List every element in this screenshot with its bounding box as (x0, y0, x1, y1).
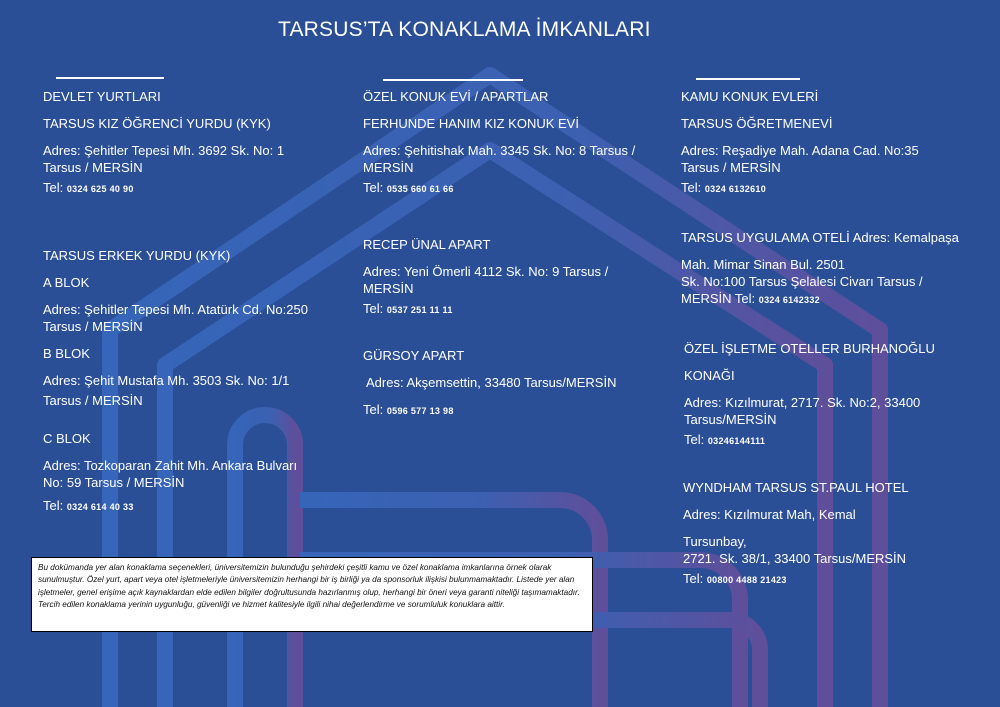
block-label: C BLOK (43, 431, 91, 446)
phone-label: Tel: (681, 180, 702, 195)
place-name: ÖZEL İŞLETME OTELLER BURHANOĞLU (684, 341, 935, 356)
place-name: GÜRSOY APART (363, 348, 465, 363)
address-line: Adres: Şehit Mustafa Mh. 3503 Sk. No: 1/1 (43, 373, 290, 388)
address-line: Adres: Kızılmurat Mah, Kemal (683, 507, 856, 522)
place-name: WYNDHAM TARSUS ST.PAUL HOTEL (683, 480, 909, 495)
address-line: 2721. Sk. 38/1, 33400 Tarsus/MERSİN (683, 551, 907, 566)
phone-line (363, 300, 453, 319)
phone-label: Tel: (684, 432, 705, 447)
place-name: FERHUNDE HANIM KIZ KONUK EVİ (363, 116, 579, 131)
column-devlet-yurtlari (43, 77, 343, 85)
address-line: Adres: Akşemsettin, 33480 Tarsus/MERSİN (366, 375, 617, 390)
address-text: Mah. Mimar Sinan Bul. 2501 (681, 257, 846, 272)
block-label: B BLOK (43, 346, 90, 361)
phone-number: 0324 614 40 33 (66, 502, 134, 512)
phone-number: 0535 660 61 66 (386, 184, 454, 194)
address-line: Tarsus / MERSİN (43, 160, 143, 175)
phone-label: Tel: (363, 180, 384, 195)
block-label: A BLOK (43, 275, 90, 290)
address-line: Adres: Şehitler Tepesi Mh. Atatürk Cd. No:250 (43, 302, 308, 317)
phone-label: Tel: (43, 180, 64, 195)
disclaimer-box: Bu dokümanda yer alan konaklama seçenekleri, üniversitemizin bulunduğu şehirdeki çeşitli kamu ve özel konaklama imkanlarına örnek olarak sunulmuştur. Özel yurt, apart veya otel işletmeleriyle üniversitemizin herhangi bir iş birliği ya da sponsorluk ilişkisi bulunmamaktadır. Listede yer alan işletmeler, genel erişime açık kaynaklardan elde edilen bilgiler doğrultusunda hazırlanmış olup, herhangi bir öneri veya garanti niteliği taşımamaktadır. Tercih edilen konaklama yerinin uygunluğu, güvenliği ve hizmet kalitesiyle ilgili nihai değerlendirme ve sorumluluk konuklara aittir. (31, 557, 593, 632)
phone-number: 0324 6142332 (758, 295, 820, 305)
section-heading: KAMU KONUK EVLERİ (681, 89, 819, 104)
phone-label: Tel: (363, 301, 384, 316)
phone-line (681, 290, 820, 309)
place-name: TARSUS KIZ ÖĞRENCİ YURDU (KYK) (43, 116, 271, 131)
heading-underline (696, 78, 800, 80)
address-line: Tarsus / MERSİN (43, 319, 143, 334)
address-line: MERSİN (363, 160, 414, 175)
phone-line (683, 570, 787, 589)
address-line: Adres: Reşadiye Mah. Adana Cad. No:35 (681, 143, 919, 158)
address-line: Tursunbay, (683, 534, 747, 549)
address-line: Adres: Tozkoparan Zahit Mh. Ankara Bulvarı (43, 458, 298, 473)
address-line: Sk. No:100 Tarsus Şelalesi Civarı Tarsus / (681, 274, 923, 289)
phone-number: 0537 251 11 11 (386, 305, 453, 315)
column-ozel-konuk-evi (363, 79, 663, 87)
phone-line (43, 179, 134, 198)
column-kamu-konuk-evleri (681, 78, 981, 86)
phone-number: 0324 6132610 (704, 184, 767, 194)
place-name: TARSUS ERKEK YURDU (KYK) (43, 248, 231, 263)
heading-underline (383, 79, 523, 81)
heading-underline (56, 77, 164, 79)
address-line: No: 59 Tarsus / MERSİN (43, 475, 185, 490)
address-line: MERSİN (363, 281, 414, 296)
address-line (681, 256, 845, 273)
phone-number: 0324 625 40 90 (66, 184, 134, 194)
phone-line (684, 431, 765, 450)
place-name: KONAĞI (684, 368, 735, 383)
address-line: Adres: Şehitler Tepesi Mh. 3692 Sk. No: 1 (43, 143, 285, 158)
section-heading: ÖZEL KONUK EVİ / APARTLAR (363, 89, 549, 104)
phone-label: Tel: (683, 571, 704, 586)
address-line: Tarsus/MERSİN (684, 412, 777, 427)
address-line: Adres: Şehitishak Mah. 3345 Sk. No: 8 Tarsus / (363, 143, 636, 158)
phone-label: Tel: (43, 498, 64, 513)
phone-line (363, 401, 454, 420)
address-line: Tarsus / MERSİN (681, 160, 781, 175)
place-name: TARSUS UYGULAMA OTELİ Adres: Kemalpaşa (681, 230, 959, 245)
phone-number: 03246144111 (707, 436, 766, 446)
phone-number: 00800 4488 21423 (706, 575, 787, 585)
phone-number: 0596 577 13 98 (386, 406, 454, 416)
phone-line (681, 179, 766, 198)
phone-line (43, 497, 134, 516)
address-line: Tarsus / MERSİN (43, 393, 143, 408)
address-line: Adres: Yeni Ömerli 4112 Sk. No: 9 Tarsus / (363, 264, 609, 279)
phone-label: MERSİN Tel: (681, 291, 756, 306)
section-heading: DEVLET YURTLARI (43, 89, 161, 104)
phone-label: Tel: (363, 402, 384, 417)
place-name: TARSUS ÖĞRETMENEVİ (681, 116, 833, 131)
phone-line (363, 179, 454, 198)
page-title: TARSUS’TA KONAKLAMA İMKANLARI (278, 18, 651, 41)
address-line: Adres: Kızılmurat, 2717. Sk. No:2, 33400 (684, 395, 921, 410)
place-name: RECEP ÜNAL APART (363, 237, 491, 252)
